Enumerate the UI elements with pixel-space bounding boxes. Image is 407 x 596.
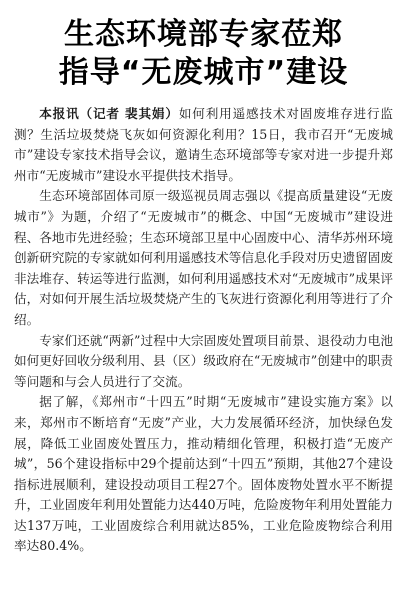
article-paragraph: 据了解，《郑州市“十四五”时期“无废城市”建设实施方案》以来，郑州市不断培育“无废”产业，大力发展循环经济，加快绿色发展，降低工业固废处置压力，推动精细化管理，积极打造“无废产城”，56个建设指标中29个提前达到“十四五”预期，其他27个建设指标进展顺利，建设投动项目工程27个。固体废物处置水平不断提升，工业固废年利用处置能力达440万吨，危险废物年利用处置能力达137万吨，工业固废综合利用就达85%，工业危险废物综合利用率达80.4%。 [14,394,393,554]
article-headline [14,16,393,92]
byline: 本报讯（记者 裴其娟） [39,106,179,121]
paragraph-text: 如何利用遥感技术对固废堆存进行监测？生活垃圾焚烧飞灰如何资源化利用？15日，我市召开“无废城市”建设专家技术指导会议，邀请生态环境部等专家对进一步提升郑州市“无废城市”建设水平提供技术指导。 [14,106,393,183]
headline-line-1: 生态环境部专家莅郑 [64,17,343,52]
headline-line-2: 指导“无废城市”建设 [58,55,349,90]
article-paragraph: 专家们还就“两新”过程中大宗固废处置项目前景、退役动力电池如何更好回收分级利用、县（区）级政府在“无废城市”创建中的职责等问题和与会人员进行了交流。 [14,332,393,389]
article-paragraph: 生态环境部固体司原一级巡视员周志强以《提高质量建设“无废城市”》为题，介绍了“无废城市”的概念、中国“无废城市”建设进程、各地市先进经验；生态环境部卫星中心固废中心、清华苏州环境创新研究院的专家就如何利用遥感技术等信息化手段对历史遗留固废非法堆存、转运等进行监测，如何利用遥感技术对“无废城市”成果评估，对如何开展生活垃圾焚烧产生的飞灰进行资源化利用等进行了介绍。 [14,188,393,327]
article-paragraph [14,104,393,186]
article-body [14,104,393,557]
